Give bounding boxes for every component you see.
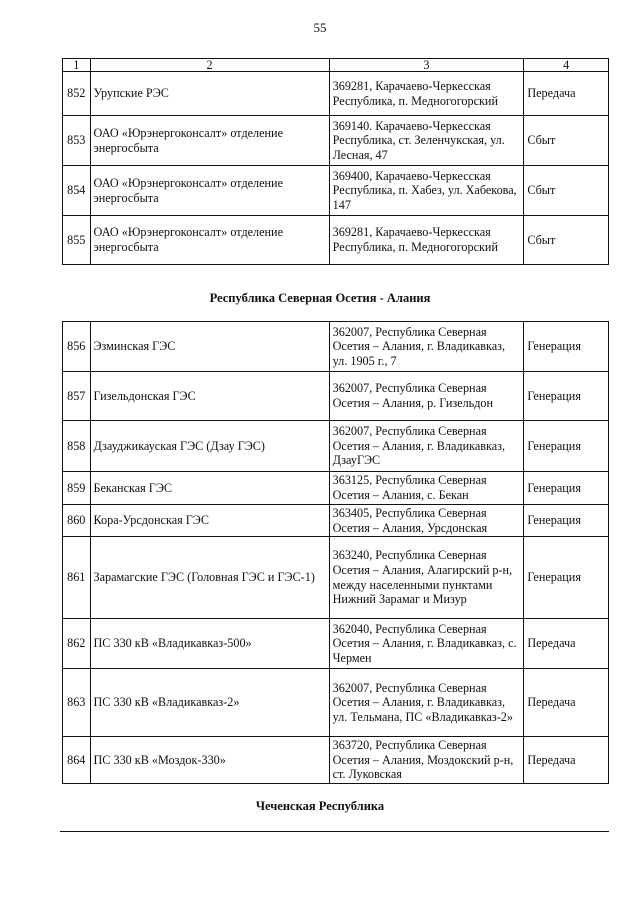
enterprise-name: Гизельдонская ГЭС	[90, 372, 329, 421]
row-number: 856	[63, 322, 91, 372]
row-number: 861	[63, 537, 91, 619]
enterprise-name: ОАО «Юрэнергоконсалт» отделение энергосбыта	[90, 166, 329, 216]
bottom-rule	[60, 831, 609, 832]
activity-type: Передача	[524, 669, 609, 737]
activity-type: Сбыт	[524, 166, 609, 216]
row-number: 854	[63, 166, 91, 216]
enterprise-address: 369400, Карачаево-Черкесская Республика, п. Хабез, ул. Хабекова, 147	[329, 166, 524, 216]
enterprise-address: 369140. Карачаево-Черкесская Республика, ст. Зеленчукская, ул. Лесная, 47	[329, 116, 524, 166]
enterprise-name: ОАО «Юрэнергоконсалт» отделение энергосбыта	[90, 216, 329, 265]
table-row	[63, 372, 609, 421]
enterprise-name: Кора-Урсдонская ГЭС	[90, 505, 329, 537]
enterprise-name: Эзминская ГЭС	[90, 322, 329, 372]
enterprise-name: Зарамагские ГЭС (Головная ГЭС и ГЭС-1)	[90, 537, 329, 619]
row-number: 859	[63, 472, 91, 505]
enterprise-name: Дзауджикауская ГЭС (Дзау ГЭС)	[90, 421, 329, 472]
enterprise-name: ОАО «Юрэнергоконсалт» отделение энергосбыта	[90, 116, 329, 166]
header-col-4: 4	[524, 59, 609, 72]
table-row	[63, 322, 609, 372]
section-heading-chechnya: Чеченская Республика	[255, 799, 385, 813]
enterprise-address: 363125, Республика Северная Осетия – Алания, с. Бекан	[329, 472, 524, 505]
activity-type: Передача	[524, 737, 609, 784]
row-number: 862	[63, 619, 91, 669]
table-row	[63, 421, 609, 472]
row-number: 857	[63, 372, 91, 421]
enterprise-address: 362007, Республика Северная Осетия – Алания, г. Владикавказ, ул. 1905 г., 7	[329, 322, 524, 372]
row-number: 853	[63, 116, 91, 166]
table-header-row	[63, 59, 609, 72]
enterprise-name: ПС 330 кВ «Владикавказ-500»	[90, 619, 329, 669]
row-number: 855	[63, 216, 91, 265]
enterprise-name: Урупские РЭС	[90, 72, 329, 116]
activity-type: Передача	[524, 619, 609, 669]
row-number: 858	[63, 421, 91, 472]
page-number: 55	[313, 20, 327, 35]
activity-type: Сбыт	[524, 116, 609, 166]
enterprise-address: 363720, Республика Северная Осетия – Алания, Моздокский р-н, ст. Луковская	[329, 737, 524, 784]
table-row	[63, 669, 609, 737]
activity-type: Генерация	[524, 505, 609, 537]
activity-type: Передача	[524, 72, 609, 116]
enterprise-name: ПС 330 кВ «Моздок-330»	[90, 737, 329, 784]
header-col-1: 1	[63, 59, 91, 72]
enterprise-address: 369281, Карачаево-Черкесская Республика, п. Медногогорский	[329, 72, 524, 116]
table-row	[63, 116, 609, 166]
table-row	[63, 72, 609, 116]
row-number: 860	[63, 505, 91, 537]
activity-type: Генерация	[524, 472, 609, 505]
activity-type: Генерация	[524, 537, 609, 619]
header-col-3: 3	[329, 59, 524, 72]
row-number: 863	[63, 669, 91, 737]
enterprise-table-karachay-cherkessia	[62, 58, 609, 265]
enterprise-address: 362040, Республика Северная Осетия – Алания, г. Владикавказ, с. Чермен	[329, 619, 524, 669]
activity-type: Генерация	[524, 421, 609, 472]
activity-type: Генерация	[524, 372, 609, 421]
enterprise-address: 362007, Республика Северная Осетия – Алания, г. Владикавказ, ул. Тельмана, ПС «Владикавказ-2»	[329, 669, 524, 737]
table-row	[63, 166, 609, 216]
enterprise-table-north-ossetia	[62, 321, 609, 784]
enterprise-address: 363240, Республика Северная Осетия – Алания, Алагирский р-н, между населенными пунктами Нижний Зарамаг и Мизур	[329, 537, 524, 619]
row-number: 864	[63, 737, 91, 784]
table-row	[63, 619, 609, 669]
enterprise-address: 369281, Карачаево-Черкесская Республика, п. Медногогорский	[329, 216, 524, 265]
activity-type: Генерация	[524, 322, 609, 372]
table-row	[63, 216, 609, 265]
table-row	[63, 505, 609, 537]
activity-type: Сбыт	[524, 216, 609, 265]
table-row	[63, 472, 609, 505]
table-row	[63, 537, 609, 619]
table-row	[63, 737, 609, 784]
enterprise-address: 362007, Республика Северная Осетия – Алания, г. Владикавказ, ДзауГЭС	[329, 421, 524, 472]
enterprise-address: 362007, Республика Северная Осетия – Алания, р. Гизельдон	[329, 372, 524, 421]
enterprise-address: 363405, Республика Северная Осетия – Алания, Урсдонская	[329, 505, 524, 537]
section-heading-north-ossetia: Республика Северная Осетия - Алания	[209, 291, 431, 305]
enterprise-name: ПС 330 кВ «Владикавказ-2»	[90, 669, 329, 737]
row-number: 852	[63, 72, 91, 116]
enterprise-name: Беканская ГЭС	[90, 472, 329, 505]
header-col-2: 2	[90, 59, 329, 72]
